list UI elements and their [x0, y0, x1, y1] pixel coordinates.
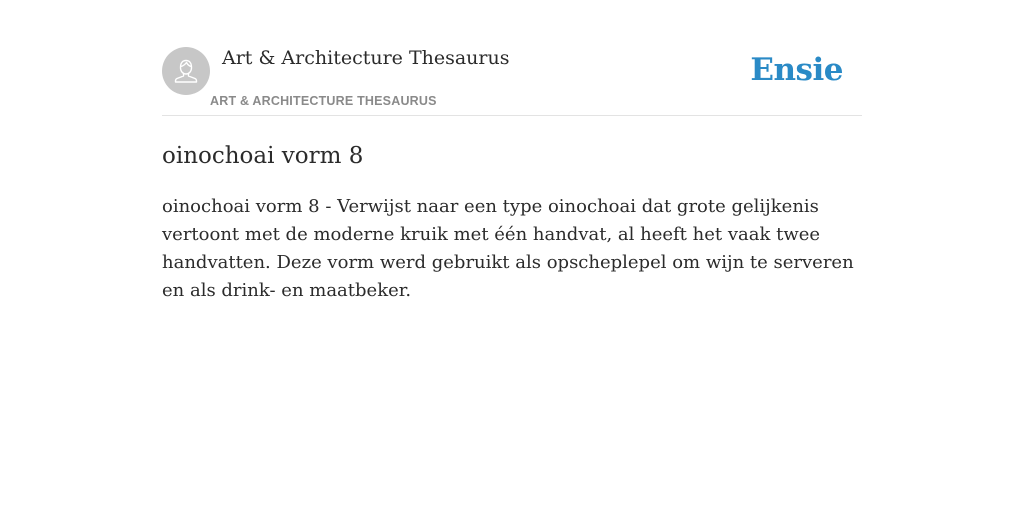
source-title[interactable]: Art & Architecture Thesaurus — [222, 47, 510, 69]
term-heading: oinochoai vorm 8 — [162, 143, 364, 169]
content-container — [162, 0, 862, 305]
definition-text: oinochoai vorm 8 - Verwijst naar een type oinochoai dat grote gelijkenis vertoont met de moderne kruik met één handvat, al heeft het vaak twee handvatten. Deze vorm werd gebruikt als opscheplepel om wijn te serveren en als drink- en maatbeker. — [162, 196, 854, 301]
source-subtitle[interactable]: ART & ARCHITECTURE THESAURUS — [210, 94, 437, 108]
header — [162, 0, 862, 116]
brand-logo-link[interactable]: Ensie — [750, 52, 843, 88]
avatar[interactable] — [162, 47, 210, 95]
user-icon — [171, 56, 201, 86]
